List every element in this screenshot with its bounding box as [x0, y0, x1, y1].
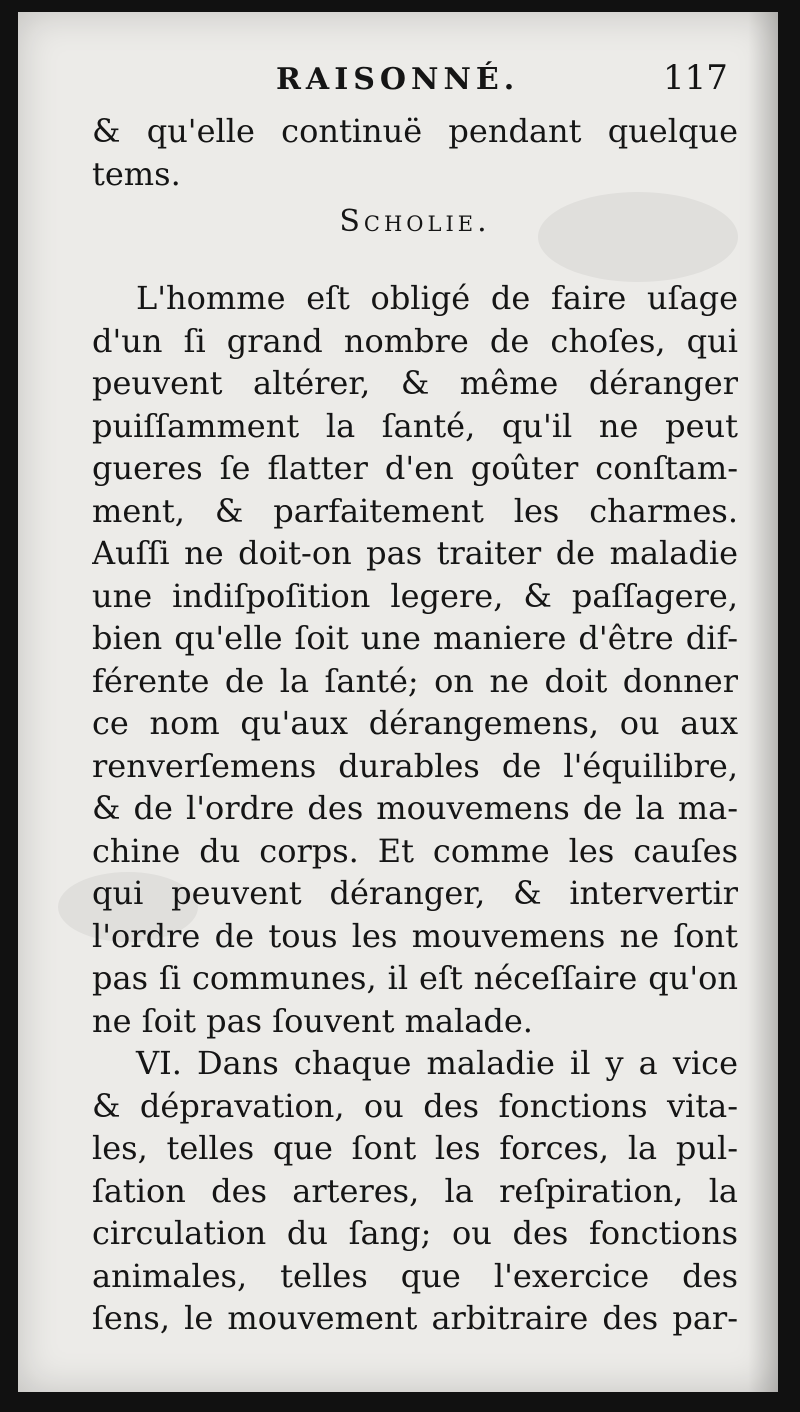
text-line: l'ordre de tous les mouvemens ne ſont [92, 916, 738, 955]
body-text [92, 110, 738, 1340]
text-line: bien qu'elle ſoit une maniere d'être dif- [92, 619, 738, 657]
text-line: ſation des arteres, la reſpiration, la [92, 1171, 738, 1210]
text-line: d'un ſi grand nombre de choſes, qui [92, 321, 738, 360]
text-line: L'homme eſt obligé de faire uſage [136, 279, 738, 317]
text-line: pas ſi communes, il eſt néceſſaire qu'on [92, 959, 738, 997]
text-line: puiſſamment la ſanté, qu'il ne peut [92, 406, 738, 445]
book-page [18, 12, 778, 1392]
running-title: RAISONNÉ. [276, 62, 520, 97]
text-line: animales, telles que l'exercice des [92, 1256, 738, 1295]
section-heading: Scholie. [339, 204, 491, 239]
text-line: ment, & parfaitement les charmes. [92, 491, 738, 530]
text-line: & qu'elle continuë pendant quelque [92, 112, 738, 150]
text-line: renverſemens durables de l'équilibre, [92, 746, 738, 785]
text-line: VI. Dans chaque maladie il y a vice [136, 1044, 738, 1082]
text-line: & dépravation, ou des fonctions vita- [92, 1086, 738, 1125]
text-line: gueres ſe flatter d'en goûter conſtam- [92, 449, 738, 487]
text-line: ce nom qu'aux dérangemens, ou aux [92, 704, 738, 742]
page-header [18, 58, 778, 112]
page-number: 117 [663, 58, 728, 98]
text-line: chine du corps. Et comme les cauſes [92, 831, 738, 870]
text-line: peuvent altérer, & même déranger [92, 364, 738, 402]
text-line: & de l'ordre des mouvemens de la ma- [92, 789, 738, 827]
text-line: les, telles que ſont les forces, la pul- [92, 1129, 738, 1167]
text-line: tems. [92, 154, 181, 193]
text-line: ſens, le mouvement arbitraire des par- [92, 1299, 738, 1337]
text-line: circulation du ſang; ou des fonctions [92, 1214, 738, 1252]
text-line: férente de la ſanté; on ne doit donner [92, 661, 738, 700]
text-line: une indiſpoſition legere, & paſſagere, [92, 576, 738, 615]
text-line: Auſſi ne doit-on pas traiter de maladie [92, 534, 738, 572]
text-line: qui peuvent déranger, & intervertir [92, 874, 738, 912]
text-line: ne ſoit pas ſouvent malade. [92, 1001, 533, 1040]
